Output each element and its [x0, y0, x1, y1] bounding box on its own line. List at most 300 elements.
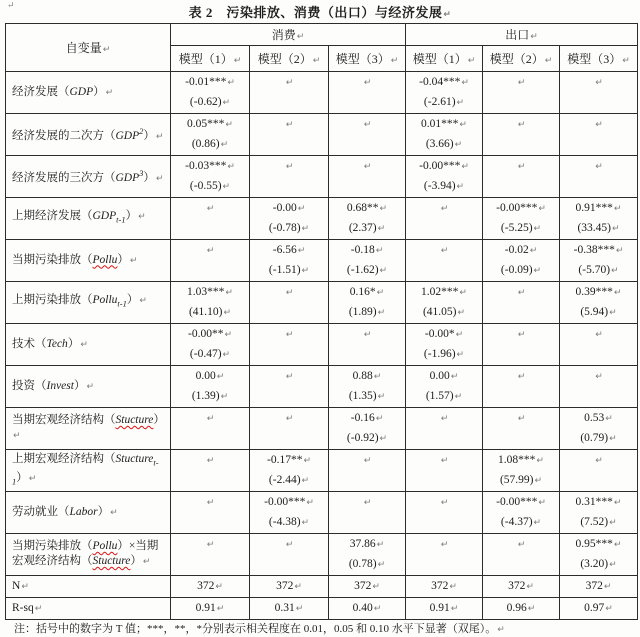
data-cell — [250, 282, 329, 324]
empty-cell-line — [171, 198, 249, 218]
pilcrow-mark: ↵ — [86, 381, 95, 392]
data-cell — [250, 598, 329, 620]
pilcrow-mark: ↵ — [285, 540, 294, 550]
coefficient-value: -0.00*** — [496, 496, 538, 508]
coefficient-value: -0.00*** — [264, 496, 306, 508]
tvalue-line — [250, 218, 328, 238]
tvalue-line — [483, 260, 559, 280]
coefficient-value: -0.00* — [424, 328, 455, 340]
label-segment: ） — [16, 471, 28, 484]
label-segment: 当期污染排放（ — [12, 540, 93, 552]
row-label — [6, 324, 171, 366]
pilcrow-mark: ↵ — [363, 330, 372, 340]
tvalue-line — [250, 512, 328, 532]
label-segment: 3 — [139, 168, 144, 179]
data-cell — [329, 72, 406, 114]
label-segment: Tech — [46, 337, 68, 350]
coefficient-line — [483, 450, 559, 470]
regression-table — [5, 23, 638, 620]
table-row — [6, 324, 638, 366]
pilcrow-mark: ↵ — [377, 308, 386, 318]
table-row — [6, 282, 638, 324]
data-cell — [560, 156, 638, 198]
column-header-text: 自变量 — [65, 41, 102, 55]
tvalue-line — [329, 218, 405, 238]
value-line — [250, 598, 328, 618]
pilcrow-mark: ↵ — [603, 582, 612, 592]
data-cell — [560, 408, 638, 450]
column-header-group-export — [406, 24, 638, 46]
table-header — [6, 24, 638, 72]
pilcrow-mark: ↵ — [363, 78, 372, 88]
tvalue-line — [250, 260, 328, 280]
t-value: (1.57) — [425, 390, 454, 402]
pilcrow-mark: ↵ — [605, 414, 613, 424]
data-cell — [406, 408, 483, 450]
data-cell — [171, 598, 250, 620]
coefficient-value: -0.00 — [272, 202, 297, 214]
cell-value: 0.97 — [584, 602, 605, 614]
label-segment: ）×当期宏观经济结构（ — [12, 540, 159, 567]
pilcrow-mark: ↵ — [297, 204, 306, 214]
empty-cell-line — [406, 198, 482, 218]
empty-cell-line — [406, 450, 482, 470]
data-cell — [329, 576, 406, 598]
table-row — [6, 450, 638, 492]
t-value: (41.05) — [422, 306, 457, 318]
t-value: (-0.92) — [346, 432, 379, 444]
data-cell — [171, 156, 250, 198]
pilcrow-mark: ↵ — [110, 507, 118, 518]
cell-value: 0.91 — [429, 602, 450, 614]
row-label — [6, 198, 171, 240]
data-cell — [250, 366, 329, 408]
data-cell — [483, 114, 560, 156]
pilcrow-mark: ↵ — [612, 224, 620, 234]
label-segment: t-1 — [12, 457, 159, 486]
pilcrow-mark: ↵ — [222, 350, 231, 360]
pilcrow-mark: ↵ — [155, 173, 164, 184]
pilcrow-mark: ↵ — [377, 392, 386, 402]
label-segment: 投资（ — [12, 379, 47, 392]
t-value: (-1.51) — [268, 264, 301, 276]
label-segment: ） — [73, 379, 86, 392]
pilcrow-mark: ↵ — [613, 288, 622, 298]
empty-cell-line — [560, 450, 637, 470]
pilcrow-mark: ↵ — [533, 266, 542, 276]
data-cell — [483, 198, 560, 240]
data-cell — [483, 72, 560, 114]
tvalue-line — [560, 218, 637, 238]
label-segment: 当期污染排放（ — [12, 253, 93, 266]
cell-value: 372 — [276, 580, 294, 592]
label-segment: Pollu — [92, 253, 118, 266]
tvalue-line — [406, 176, 482, 196]
coefficient-line — [171, 156, 249, 176]
tvalue-line — [329, 428, 405, 448]
pilcrow-mark: ↵ — [285, 288, 294, 298]
t-value: (1.35) — [348, 390, 377, 402]
pilcrow-mark: ↵ — [456, 182, 465, 192]
t-value: (33.45) — [577, 222, 611, 234]
coefficient-line — [406, 366, 482, 386]
coefficient-line — [250, 198, 328, 218]
row-label — [6, 576, 171, 598]
label-segment: GDP — [69, 85, 94, 98]
pilcrow-mark: ↵ — [611, 266, 619, 276]
data-cell — [483, 366, 560, 408]
pilcrow-mark: ↵ — [222, 182, 231, 192]
value-line — [483, 598, 559, 618]
table-note-text: 注：括号中的数字为 T 值；***，**，*分别表示相关程度在 0.01，0.05 和 0.10 水平下显著（双尾）。 — [14, 623, 497, 635]
data-cell — [329, 156, 406, 198]
data-cell — [329, 492, 406, 534]
data-cell — [483, 156, 560, 198]
data-cell — [250, 576, 329, 598]
pilcrow-mark: ↵ — [312, 56, 321, 66]
coefficient-line — [560, 534, 637, 554]
data-cell — [250, 198, 329, 240]
pilcrow-mark: ↵ — [595, 330, 603, 340]
label-segment: t-1 — [117, 298, 127, 309]
column-header-text: 模型（1） — [178, 52, 233, 66]
pilcrow-mark: ↵ — [233, 56, 242, 66]
table-row — [6, 240, 638, 282]
row-label — [6, 282, 171, 324]
empty-cell-line — [483, 408, 559, 428]
data-cell — [560, 576, 638, 598]
label-segment: 2 — [139, 126, 144, 137]
coefficient-line — [406, 72, 482, 92]
cell-value: 0.96 — [506, 602, 527, 614]
row-label — [6, 534, 171, 576]
empty-cell-line — [250, 282, 328, 302]
label-segment: ） — [143, 129, 155, 142]
data-cell — [171, 72, 250, 114]
value-line — [329, 598, 405, 618]
data-cell — [171, 408, 250, 450]
row-label — [6, 366, 171, 408]
label-segment: Stucture — [115, 414, 154, 426]
pilcrow-mark: ↵ — [129, 255, 138, 266]
column-header-model — [406, 46, 483, 72]
data-cell — [250, 534, 329, 576]
tvalue-line — [560, 554, 637, 574]
data-cell — [406, 598, 483, 620]
data-cell — [171, 282, 250, 324]
value-line — [560, 576, 637, 596]
coefficient-line — [329, 240, 405, 260]
pilcrow-mark: ↵ — [530, 32, 538, 42]
pilcrow-mark: ↵ — [21, 581, 29, 592]
pilcrow-mark: ↵ — [443, 10, 452, 20]
tvalue-line — [171, 302, 249, 322]
cell-value: 0.31 — [274, 602, 295, 614]
pilcrow-mark: ↵ — [206, 246, 215, 256]
table-row — [6, 198, 638, 240]
table-row — [6, 534, 638, 576]
coefficient-value: 0.95*** — [575, 538, 613, 550]
pilcrow-mark: ↵ — [206, 540, 215, 550]
label-segment: GDP — [115, 129, 140, 142]
pilcrow-mark: ↵ — [595, 372, 603, 382]
pilcrow-mark: ↵ — [533, 518, 542, 528]
row-label — [6, 72, 171, 114]
t-value: (-0.55) — [189, 180, 222, 192]
row-label — [6, 408, 171, 450]
pilcrow-mark: ↵ — [206, 204, 215, 214]
pilcrow-mark: ↵ — [297, 246, 306, 256]
label-segment: t-1 — [116, 214, 126, 225]
cell-value: 0.40 — [352, 602, 373, 614]
data-cell — [560, 492, 638, 534]
pilcrow-mark: ↵ — [459, 120, 467, 130]
pilcrow-mark: ↵ — [139, 296, 147, 307]
coefficient-line — [171, 366, 249, 386]
data-cell — [329, 534, 406, 576]
pilcrow-mark: ↵ — [440, 456, 449, 466]
pilcrow-mark: ↵ — [595, 120, 603, 130]
pilcrow-mark: ↵ — [227, 78, 235, 88]
tvalue-line — [406, 344, 482, 364]
coefficient-line — [250, 450, 328, 470]
coefficient-line — [171, 282, 249, 302]
label-segment: ） — [93, 85, 105, 98]
table-note — [0, 620, 640, 637]
pilcrow-mark: ↵ — [613, 540, 622, 550]
data-cell — [406, 282, 483, 324]
coefficient-value: -0.38*** — [573, 244, 615, 256]
column-header-model — [250, 46, 329, 72]
coefficient-value: 0.88 — [352, 370, 373, 382]
pilcrow-mark: ↵ — [285, 372, 294, 382]
t-value: (0.78) — [348, 558, 377, 570]
data-cell — [560, 114, 638, 156]
pilcrow-mark: ↵ — [615, 246, 624, 256]
label-segment: ） — [130, 555, 142, 567]
pilcrow-mark: ↵ — [497, 625, 505, 635]
coefficient-value: -0.01*** — [185, 76, 227, 88]
data-cell — [406, 492, 483, 534]
pilcrow-mark: ↵ — [454, 392, 463, 402]
empty-cell-line — [171, 450, 249, 470]
label-segment: ） — [126, 294, 139, 307]
value-line — [406, 576, 482, 596]
empty-cell-line — [406, 408, 482, 428]
data-cell — [406, 156, 483, 198]
t-value: (-0.78) — [268, 222, 301, 234]
t-value: (1.89) — [348, 306, 377, 318]
data-cell — [406, 450, 483, 492]
tvalue-line — [560, 260, 637, 280]
data-cell — [406, 324, 483, 366]
empty-cell-line — [483, 366, 559, 386]
pilcrow-mark: ↵ — [80, 339, 88, 350]
t-value: (-1.96) — [423, 348, 456, 360]
data-cell — [560, 534, 638, 576]
empty-cell-line — [483, 114, 559, 134]
empty-cell-line — [483, 324, 559, 344]
data-cell — [329, 240, 406, 282]
pilcrow-mark: ↵ — [517, 162, 526, 172]
data-cell — [250, 240, 329, 282]
pilcrow-mark: ↵ — [517, 330, 526, 340]
empty-cell-line — [560, 366, 637, 386]
coefficient-value: -0.04*** — [419, 76, 461, 88]
pilcrow-mark: ↵ — [456, 98, 465, 108]
label-segment: 上期污染排放（ — [12, 294, 93, 307]
coefficient-value: 0.39*** — [575, 286, 613, 298]
coefficient-value: -0.17** — [266, 454, 303, 466]
data-cell — [329, 408, 406, 450]
pilcrow-mark: ↵ — [223, 308, 232, 318]
label-segment: Invest — [46, 379, 74, 392]
coefficient-line — [406, 156, 482, 176]
data-cell — [171, 324, 250, 366]
pilcrow-mark: ↵ — [142, 557, 151, 567]
label-segment: GDP — [92, 210, 117, 223]
label-segment: 技术（ — [12, 337, 47, 350]
coefficient-line — [483, 492, 559, 512]
coefficient-line — [406, 114, 482, 134]
empty-cell-line — [560, 114, 637, 134]
data-cell — [171, 450, 250, 492]
pilcrow-mark: ↵ — [622, 56, 630, 66]
pilcrow-mark: ↵ — [517, 414, 526, 424]
coefficient-value: 1.03*** — [187, 286, 225, 298]
data-cell — [483, 240, 560, 282]
tvalue-line — [329, 554, 405, 574]
coefficient-line — [329, 408, 405, 428]
pilcrow-mark: ↵ — [455, 330, 464, 340]
pilcrow-mark: ↵ — [526, 582, 534, 592]
empty-cell-line — [250, 72, 328, 92]
label-segment: ） — [153, 414, 165, 426]
pilcrow-mark: ↵ — [605, 604, 613, 614]
data-cell — [483, 324, 560, 366]
data-cell — [560, 598, 638, 620]
empty-cell-line — [329, 492, 405, 512]
coefficient-line — [406, 282, 482, 302]
empty-cell-line — [406, 240, 482, 260]
empty-cell-line — [171, 534, 249, 554]
data-cell — [329, 450, 406, 492]
coefficient-value: -0.03*** — [185, 160, 227, 172]
value-line — [171, 576, 249, 596]
data-cell — [171, 576, 250, 598]
pilcrow-mark: ↵ — [301, 266, 310, 276]
column-header-group-consumption — [171, 24, 406, 46]
coefficient-line — [483, 240, 559, 260]
pilcrow-mark: ↵ — [536, 456, 544, 466]
pilcrow-mark: ↵ — [102, 45, 111, 55]
pilcrow-mark: ↵ — [440, 540, 449, 550]
pilcrow-mark: ↵ — [461, 162, 469, 172]
pilcrow-mark: ↵ — [609, 308, 617, 318]
pilcrow-mark: ↵ — [517, 78, 526, 88]
table-row — [6, 72, 638, 114]
data-cell — [171, 534, 250, 576]
empty-cell-line — [406, 534, 482, 554]
column-header-independent-variable — [6, 24, 171, 72]
pilcrow-mark: ↵ — [372, 582, 380, 592]
data-cell — [171, 114, 250, 156]
t-value: (7.52) — [580, 516, 609, 528]
coefficient-value: -0.02 — [504, 244, 529, 256]
pilcrow-mark: ↵ — [216, 604, 225, 614]
label-segment: ） — [67, 337, 80, 350]
empty-cell-line — [250, 366, 328, 386]
coefficient-value: 0.00 — [429, 370, 450, 382]
pilcrow-mark: ↵ — [285, 78, 294, 88]
pilcrow-mark: ↵ — [373, 604, 382, 614]
tvalue-line — [171, 92, 249, 112]
pilcrow-mark: ↵ — [363, 162, 372, 172]
data-cell — [250, 156, 329, 198]
pilcrow-mark: ↵ — [377, 224, 386, 234]
table-row — [6, 492, 638, 534]
tvalue-line — [171, 134, 249, 154]
coefficient-value: 0.00 — [195, 370, 216, 382]
empty-cell-line — [171, 240, 249, 260]
coefficient-line — [560, 408, 637, 428]
data-cell — [250, 114, 329, 156]
pilcrow-mark: ↵ — [220, 392, 229, 402]
tvalue-line — [250, 470, 328, 490]
data-cell — [250, 450, 329, 492]
t-value: (-2.44) — [268, 474, 301, 486]
pilcrow-mark: ↵ — [609, 434, 617, 444]
label-segment: 经济发展的三次方（ — [12, 171, 116, 184]
pilcrow-mark: ↵ — [225, 120, 233, 130]
t-value: (0.86) — [191, 138, 220, 150]
pilcrow-mark: ↵ — [450, 604, 459, 614]
value-line — [250, 576, 328, 596]
value-line — [406, 598, 482, 618]
coefficient-value: 0.91*** — [575, 202, 613, 214]
row-label — [6, 450, 171, 492]
pilcrow-mark: ↵ — [155, 131, 164, 142]
coefficient-value: -0.18 — [350, 244, 375, 256]
empty-cell-line — [329, 156, 405, 176]
pilcrow-mark: ↵ — [517, 372, 526, 382]
header-row-groups — [6, 24, 638, 46]
pilcrow-mark: ↵ — [295, 604, 304, 614]
label-segment: ） — [97, 505, 110, 518]
coefficient-line — [171, 114, 249, 134]
empty-cell-line — [329, 324, 405, 344]
pilcrow-mark: ↵ — [301, 518, 310, 528]
coefficient-value: 0.53 — [584, 412, 605, 424]
coefficient-value: -0.16 — [350, 412, 375, 424]
column-header-model — [560, 46, 638, 72]
cell-value: 372 — [431, 580, 449, 592]
label-segment: ） — [125, 210, 138, 223]
tvalue-line — [406, 386, 482, 406]
pilcrow-mark: ↵ — [534, 476, 543, 486]
column-header-text: 模型（2） — [489, 52, 544, 66]
row-label — [6, 114, 171, 156]
pilcrow-mark: ↵ — [449, 582, 457, 592]
data-cell — [406, 576, 483, 598]
pilcrow-mark: ↵ — [376, 540, 385, 550]
empty-cell-line — [483, 72, 559, 92]
coefficient-value: -0.00*** — [496, 202, 538, 214]
pilcrow-mark: ↵ — [377, 560, 386, 570]
t-value: (-0.62) — [189, 96, 222, 108]
pilcrow-mark: ↵ — [517, 288, 526, 298]
pilcrow-mark: ↵ — [225, 288, 233, 298]
